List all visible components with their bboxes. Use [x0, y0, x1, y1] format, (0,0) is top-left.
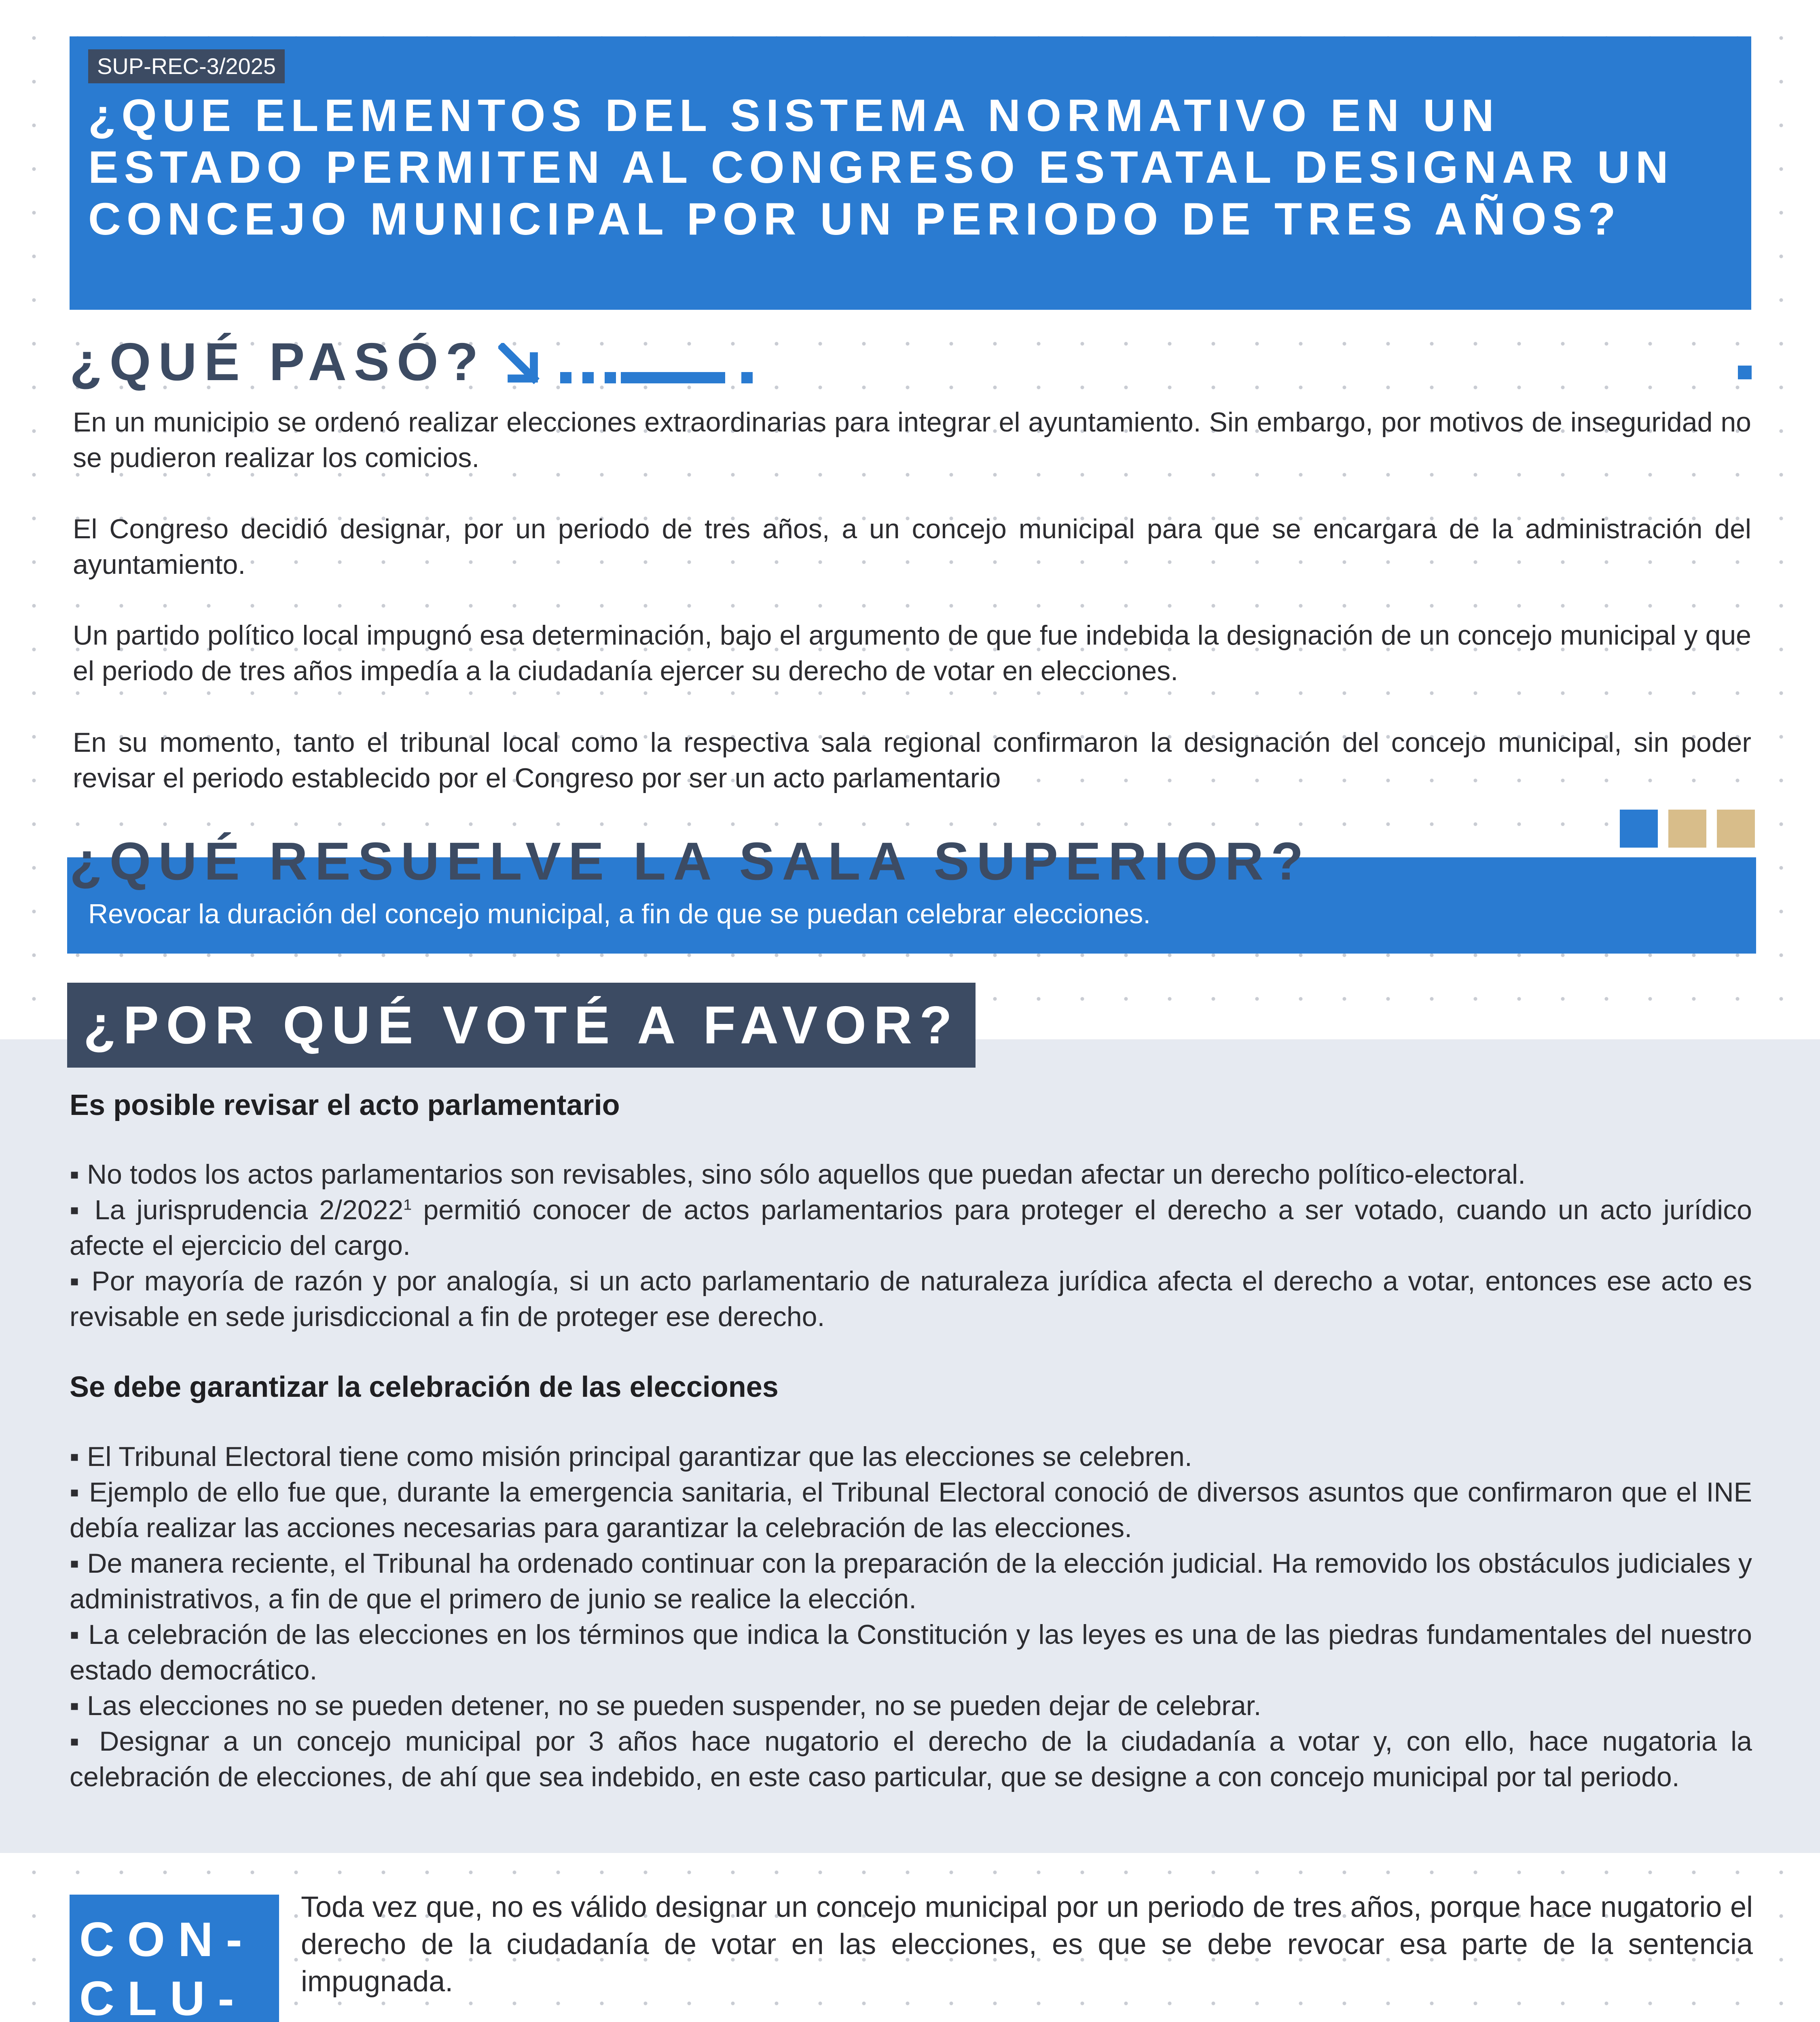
resuelve-text: Revocar la duración del concejo municipal, a fin de que se puedan celebrar elecciones.: [88, 899, 1151, 929]
list-item: ▪ Designar a un concejo municipal por 3 años hace nugatorio el derecho de la ciudadanía a votar y, con ello, hace nugatoria la celebración de elecciones, de ahí que sea indebido, en este caso particular, que se designe a con concejo municipal por tal periodo.: [70, 1726, 1752, 1792]
footnote-mark: 1: [403, 1196, 412, 1213]
decor-dot: [605, 372, 616, 383]
conclusion-label: CON- CLU-: [79, 1912, 255, 2022]
por-que-heading-box: [67, 983, 976, 1068]
list-item: ▪ La jurisprudencia 2/2022$^1$ permitió conocer de actos parlamentarios para proteger el derecho a ser votado, cuando un acto jurídico afecte el ejercicio del cargo.: [70, 1195, 1752, 1261]
subheading: Se debe garantizar la celebración de las elecciones: [70, 1371, 779, 1403]
decor-dot: [1738, 366, 1752, 379]
conclusion-box: [70, 1895, 279, 2022]
list-item: ▪ De manera reciente, el Tribunal ha ordenado continuar con la preparación de la elección judicial. Ha removido los obstáculos judiciales y administrativos, a fin de que el primero de junio se realice la elección.: [70, 1548, 1752, 1614]
list-item: ▪ El Tribunal Electoral tiene como misión principal garantizar que las elecciones se celebren.: [70, 1441, 1192, 1472]
case-number-tag: SUP-REC-3/2025: [88, 49, 285, 83]
por-que-heading: ¿POR QUÉ VOTÉ A FAVOR?: [83, 995, 959, 1055]
paragraph: En su momento, tanto el tribunal local como la respectiva sala regional confirmaron la designación del concejo municipal, sin poder revisar el periodo establecido por el Congreso por ser un acto parlamentario: [73, 727, 1751, 793]
list-item: ▪ Las elecciones no se pueden detener, no se pueden suspender, no se pueden dejar de celebrar.: [70, 1690, 1261, 1721]
bullet-list: [70, 1157, 1752, 1335]
que-paso-heading: ¿QUÉ PASÓ?: [70, 332, 486, 391]
decor-square-tan: [1668, 810, 1706, 848]
subheading: Es posible revisar el acto parlamentario: [70, 1089, 620, 1121]
decor-dot: [741, 372, 753, 383]
list-item: ▪ Por mayoría de razón y por analogía, si un acto parlamentario de naturaleza jurídica afecta el derecho a votar, entonces ese acto es revisable en sede jurisdiccional a fin de proteger ese derecho.: [70, 1266, 1752, 1332]
decor-dot: [582, 372, 594, 383]
bullet-list: [70, 1439, 1752, 1795]
decor-square-tan: [1717, 810, 1755, 848]
conclusion-text: Toda vez que, no es válido designar un concejo municipal por un periodo de tres años, porque hace nugatorio el derecho de la ciudadanía de votar en las elecciones, es que se debe revocar esa parte de la sentencia impugnada.: [301, 1891, 1753, 1998]
arrow-down-right-icon: [498, 343, 543, 387]
paragraph: Un partido político local impugnó esa determinación, bajo el argumento de que fue indebida la designación de un concejo municipal y que el periodo de tres años impedía a la ciudadanía ejercer su derecho de votar en elecciones.: [73, 620, 1751, 686]
paragraph: El Congreso decidió designar, por un periodo de tres años, a un concejo municipal para que se encargara de la administración del ayuntamiento.: [73, 514, 1751, 580]
list-item: ▪ La celebración de las elecciones en los términos que indica la Constitución y las leyes es una de las piedras fundamentales del nuestro estado democrático.: [70, 1619, 1752, 1686]
resuelve-heading: ¿QUÉ RESUELVE LA SALA SUPERIOR?: [70, 831, 1311, 891]
paragraph: En un municipio se ordenó realizar elecciones extraordinarias para integrar el ayuntamiento. Sin embargo, por motivos de inseguridad no se pudieron realizar los comicios.: [73, 407, 1751, 473]
header-title: ¿QUE ELEMENTOS DEL SISTEMA NORMATIVO EN UN ESTADO PERMITEN AL CONGRESO ESTATAL DESIGNAR UN CONCEJO MUNICIPAL POR UN PERIODO DE TRES AÑOS?: [88, 90, 1674, 244]
list-item: ▪ Ejemplo de ello fue que, durante la emergencia sanitaria, el Tribunal Electoral conoció de diversos asuntos que confirmaron que el INE debía realizar las acciones necesarias para garantizar la celebración de las elecciones.: [70, 1477, 1752, 1543]
list-item: ▪ No todos los actos parlamentarios son revisables, sino sólo aquellos que puedan afectar un derecho político-electoral.: [70, 1159, 1526, 1190]
decor-square-blue: [1620, 810, 1658, 848]
decor-dot: [560, 372, 571, 383]
decor-dash: [621, 372, 725, 383]
